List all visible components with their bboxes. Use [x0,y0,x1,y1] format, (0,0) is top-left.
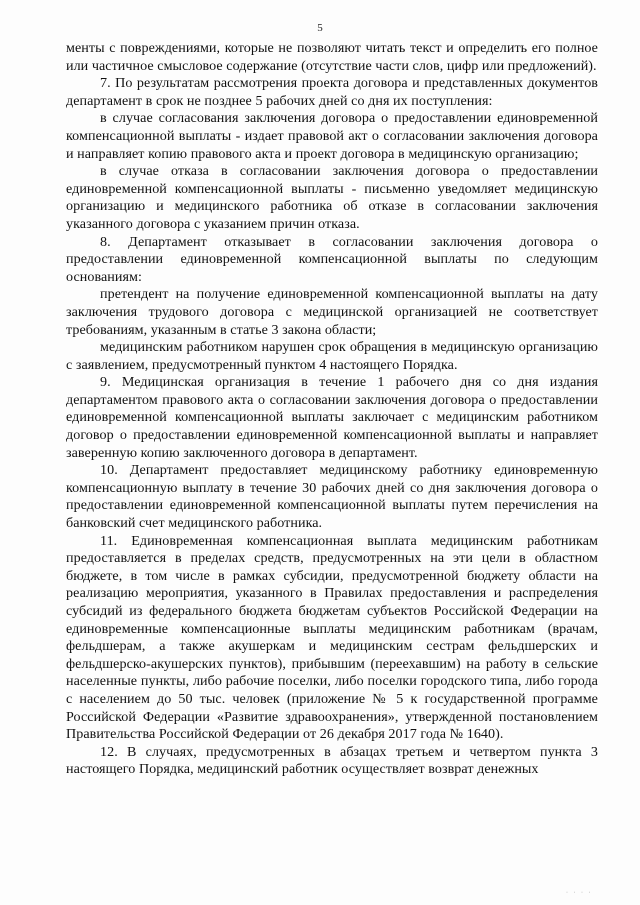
paragraph-item-11: 11. Единовременная компенсационная выплата медицинским работникам предоставляется в пределах средств, предусмотренных на эти цели в областном бюджете, в том числе в рамках субсидии, предусмотренной бюджету области на реализацию мероприятия, указанного в Правилах предоставления и распределения субсидий из федерального бюджета бюджетам субъектов Российской Федерации на единовременные компенсационные выплаты медицинским работникам (врачам, фельдшерам, а также акушеркам и медицинским сестрам фельдшерских и фельдшерско-акушерских пунктов), прибывшим (переехавшим) на работу в сельские населенные пункты, либо рабочие поселки, либо поселки городского типа, либо города с населением до 50 тыс. человек (приложение № 5 к государственной программе Российской Федерации «Развитие здравоохранения», утвержденной постановлением Правительства Российской Федерации от 26 декабря 2017 года № 1640). [66,532,598,743]
paragraph-item-7-approval: в случае согласования заключения договора о предоставлении единовременной компенсационной выплаты - издает правовой акт о согласовании заключения договора и направляет копию правового акта и проект договора в медицинскую организацию; [66,110,598,162]
paragraph-item-10: 10. Департамент предоставляет медицинскому работнику единовременную компенсационную выплату в течение 30 рабочих дней со дня заключения договора о предоставлении единовременной компенсационной выплаты путем перечисления на банковский счет медицинского работника. [66,462,598,532]
paragraph-item-12: 12. В случаях, предусмотренных в абзацах третьем и четвертом пункта 3 настоящего Порядка, медицинский работник осуществляет возврат денежных [66,743,598,778]
paragraph-item-9: 9. Медицинская организация в течение 1 рабочего дня со дня издания департаментом правового акта о согласовании заключения договора о предоставлении единовременной компенсационной выплаты заключает с медицинским работником договор о предоставлении единовременной компенсационной выплаты и направляет заверенную копию заключенного договора в департамент. [66,374,598,461]
scan-artifact: · · · · [566,890,593,896]
paragraph-item-7-refusal: в случае отказа в согласовании заключения договора о предоставлении единовременной компенсационной выплаты - письменно уведомляет медицинскую организацию и медицинского работника об отказе в согласовании заключения указанного договора с указанием причин отказа. [66,163,598,232]
paragraph-item-8-ground-2: медицинским работником нарушен срок обращения в медицинскую организацию с заявлением, предусмотренный пунктом 4 настоящего Порядка. [66,339,598,373]
document-body [66,40,598,779]
paragraph-item-8-ground-1: претендент на получение единовременной компенсационной выплаты на дату заключения трудового договора с медицинской организацией не соответствует требованиям, указанным в статье 3 закона области; [66,286,598,338]
paragraph-item-8: 8. Департамент отказывает в согласовании заключения договора о предоставлении единовременной компенсационной выплаты по следующим основаниям: [66,233,598,285]
paragraph-continuation: менты с повреждениями, которые не позволяют читать текст и определить его полное или частичное смысловое содержание (отсутствие части слов, цифр или предложений). [66,40,598,74]
paragraph-item-7: 7. По результатам рассмотрения проекта договора и представленных документов департамент в срок не позднее 5 рабочих дней со дня их поступления: [66,75,598,109]
page-number: 5 [317,22,323,34]
